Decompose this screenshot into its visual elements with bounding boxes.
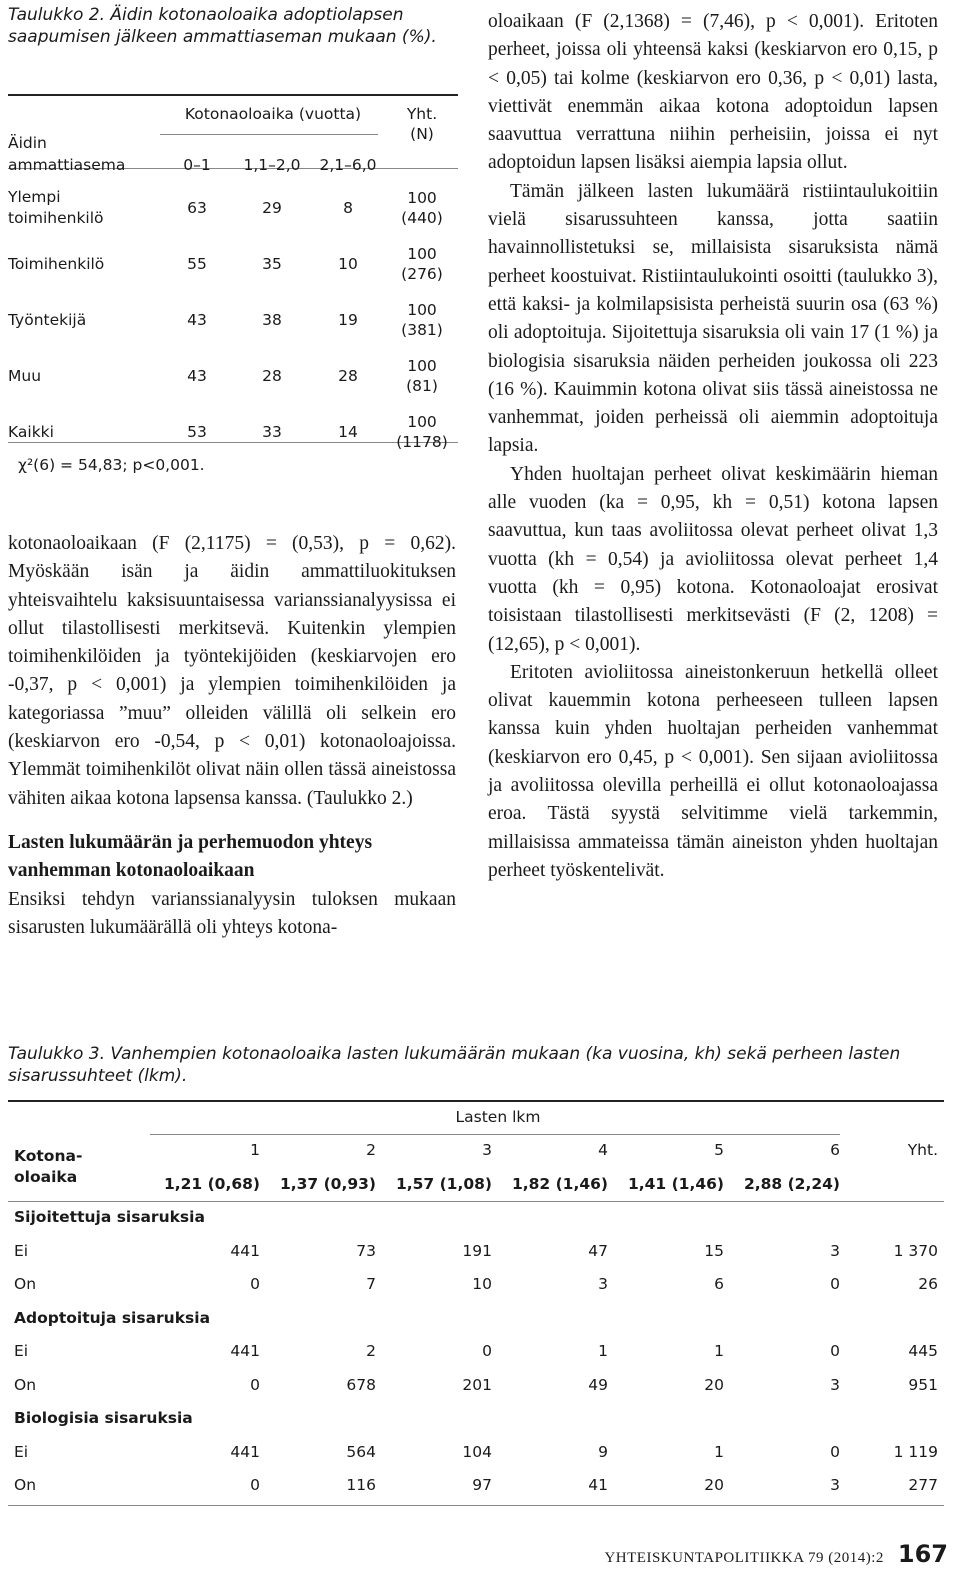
table-cell: 20 bbox=[704, 1476, 724, 1495]
table-cell: 441 bbox=[230, 1342, 260, 1361]
table-cell: 26 bbox=[918, 1275, 938, 1294]
table-cell: 63 bbox=[187, 199, 207, 217]
table-cell: 0 bbox=[830, 1275, 840, 1294]
table3-mean-cell: 1,82 (1,46) bbox=[511, 1174, 608, 1193]
table-row bbox=[8, 236, 456, 292]
table-cell: 3 bbox=[830, 1241, 840, 1260]
table2-row-label: Toimihenkilö bbox=[8, 255, 105, 273]
page-number: 167 bbox=[897, 1540, 948, 1568]
table3 bbox=[8, 1100, 944, 1502]
table-cell: 104 bbox=[462, 1442, 492, 1461]
total: 100 bbox=[407, 245, 437, 263]
table-cell: 41 bbox=[588, 1476, 608, 1495]
table2-corner-spacer bbox=[8, 96, 158, 132]
table3-col-header: 3 bbox=[482, 1141, 492, 1160]
table3-yht-header: Yht. bbox=[907, 1141, 938, 1160]
table-cell: 6 bbox=[714, 1275, 724, 1294]
table3-group-header: Lasten lkm bbox=[455, 1107, 541, 1126]
table-cell: 9 bbox=[598, 1442, 608, 1461]
table-cell: 43 bbox=[187, 311, 207, 329]
table-cell: 1 bbox=[714, 1342, 724, 1361]
right-paragraph-2: Tämän jälkeen lasten lukumäärä ristiintaulukoitiin vielä sisarussuhteen kanssa, jotta saatiin havainnollistetuksi se, millaisista sisaruksista nämä perheet koostuivat. Ristiintaulukointi osoitti (taulukko 3), että kaksi- ja kolmilapsisista perheistä suurin osa (63 %) oli adoptoituja. Sijoitettuja sisaruksia oli vain 17 (1 %) ja biologisia sisaruksia näiden perheiden joukossa oli 223 (16 %). Kauimmin kotona olivat siis tässä aineistossa ne vanhemmat, joiden perheissä oli aiemmin adoptoituja lapsia. bbox=[488, 180, 938, 457]
table-cell: 20 bbox=[704, 1375, 724, 1394]
table3-mean-cell: 1,37 (0,93) bbox=[279, 1174, 376, 1193]
table2-col-header: 1,1–2,0 bbox=[243, 156, 301, 174]
table-cell: 33 bbox=[262, 423, 282, 441]
row-label-line2: toimihenkilö bbox=[8, 209, 104, 227]
table3-col-header: 2 bbox=[366, 1141, 376, 1160]
n-count: (440) bbox=[401, 209, 443, 227]
row-label: On bbox=[14, 1275, 37, 1294]
left-paragraph-1: kotonaoloaikaan (F (2,1175) = (0,53), p = 0,62). Myöskään isän ja äidin ammattiluokituksen yhteisvaihtelu kaksisuuntaisessa varianssianalyysissa ei ollut tilastollisesti merkitsevä. Kuitenkin ylempien toimihenkilöiden ja työntekijöiden (keskiarvojen ero -0,37, p < 0,001) ja ylempien toimihenkilöiden ja kategoriassa ”muu” olleiden välillä oli selkein ero (keskiarvon ero -0,54, p < 0,01) kotonaoloajoissa. Ylemmät toimihenkilöt olivat näin ollen tässä aineistossa vähiten aikaa kotona lapsensa kanssa. (Taulukko 2.) bbox=[8, 533, 456, 809]
table-cell: 2 bbox=[366, 1342, 376, 1361]
right-paragraph-3: Yhden huoltajan perheet olivat keskimäärin hieman alle vuoden (ka = 0,95, kh = 0,51) kotona lapsen saavuttua, kun taas avoliitossa olevat perheet olivat 1,3 vuotta (kh = 0,54) ja avioliitossa olevat perheet 1,4 vuotta (kh = 0,95) kotona. Kotonaoloajat erosivat toisistaan tilastollisesti merkitsevästi (F (2, 1208) = (12,65), p < 0,001). bbox=[488, 463, 938, 655]
table3-row-header bbox=[8, 1134, 150, 1201]
table-cell: 29 bbox=[262, 199, 282, 217]
n-count: (1178) bbox=[396, 433, 448, 451]
table-cell: 28 bbox=[262, 367, 282, 385]
table3-section-title: Adoptoituja sisaruksia bbox=[14, 1308, 211, 1327]
table-cell: 14 bbox=[338, 423, 358, 441]
table2-yht-label: Yht. bbox=[406, 105, 438, 123]
table-cell: 73 bbox=[356, 1241, 376, 1260]
n-count: (276) bbox=[401, 265, 443, 283]
section-heading: Lasten lukumäärän ja perhemuodon yhteys vanhemman kotonaoloaikaan bbox=[8, 831, 373, 882]
table-cell: 951 bbox=[908, 1375, 938, 1394]
table3-col-header: 4 bbox=[598, 1141, 608, 1160]
table-cell: 1 bbox=[598, 1342, 608, 1361]
table2-note: χ²(6) = 54,83; p<0,001. bbox=[18, 456, 205, 474]
table-cell: 28 bbox=[338, 367, 358, 385]
table-cell: 1 370 bbox=[893, 1241, 938, 1260]
table-row bbox=[8, 1268, 944, 1302]
table-row bbox=[8, 348, 456, 404]
table-cell: 116 bbox=[346, 1476, 376, 1495]
table3-corner-spacer bbox=[8, 1100, 150, 1134]
table-cell: 1 bbox=[714, 1442, 724, 1461]
table2-col-header: 2,1–6,0 bbox=[319, 156, 377, 174]
table-cell: 445 bbox=[908, 1342, 938, 1361]
table-cell: 277 bbox=[908, 1476, 938, 1495]
table2-caption: Taulukko 2. Äidin kotonaoloaika adoptiolapsen saapumisen jälkeen ammattiaseman mukaan (%). bbox=[8, 5, 437, 47]
table2-row-header bbox=[8, 132, 158, 180]
table-cell: 53 bbox=[187, 423, 207, 441]
table3-col-header: 6 bbox=[830, 1141, 840, 1160]
table2-total-cell bbox=[388, 180, 456, 236]
table2-row-header-line1: Äidin bbox=[8, 134, 47, 152]
table-cell: 8 bbox=[343, 199, 353, 217]
table-cell: 201 bbox=[462, 1375, 492, 1394]
table3-row-header-line1: Kotona- bbox=[14, 1147, 83, 1165]
table3-row-header-line2: oloaika bbox=[14, 1168, 78, 1186]
table-cell: 0 bbox=[250, 1375, 260, 1394]
right-paragraph-1: oloaikaan (F (2,1368) = (7,46), p < 0,001). Eritoten perheet, joissa oli yhteensä kaksi (keskiarvon ero 0,15, p < 0,05) tai kolme (keskiarvon ero 0,36, p < 0,01) lasta, viettivät enemmän aikaa kotona adoptoidun lapsen saavuttua verrattuna niihin perheisiin, joissa ei nyt adoptoidun lapsen lisäksi aiempia lapsia ollut. bbox=[488, 11, 938, 174]
n-count: (81) bbox=[406, 377, 438, 395]
table-cell: 1 119 bbox=[893, 1442, 938, 1461]
table2-group-header: Kotonaoloaika (vuotta) bbox=[184, 105, 362, 123]
table-cell: 10 bbox=[338, 255, 358, 273]
table2-row-header-line2: ammattiasema bbox=[8, 156, 126, 174]
table-cell: 7 bbox=[366, 1275, 376, 1294]
table2-col-header: 0–1 bbox=[183, 156, 211, 174]
total: 100 bbox=[407, 189, 437, 207]
table-cell: 678 bbox=[346, 1375, 376, 1394]
row-label: Ei bbox=[14, 1342, 29, 1361]
right-paragraph-4: Eritoten avioliitossa aineistonkeruun hetkellä olleet olivat kauemmin kotona perheeseen tulleen lapsen kanssa kuin yhden huoltajan perheiden vanhemmat (keskiarvon ero 0,45, p < 0,001). Sen sijaan avioliitossa ja avoliitossa olevilla perheillä ei ollut kotonaoloajassa eroa. Tästä syystä selvitimme vielä tarkemmin, millaisissa ammateissa tämän aineiston yhden huoltajan perheet työskentelivät. bbox=[488, 661, 938, 881]
table-cell: 441 bbox=[230, 1241, 260, 1260]
left-paragraph-2: Ensiksi tehdyn varianssianalyysin tuloksen mukaan sisarusten lukumäärällä oli yhteys kotona- bbox=[8, 888, 456, 938]
table-cell: 191 bbox=[462, 1241, 492, 1260]
table-cell: 0 bbox=[250, 1476, 260, 1495]
table-cell: 38 bbox=[262, 311, 282, 329]
row-label: Ei bbox=[14, 1442, 29, 1461]
table3-corner-spacer bbox=[846, 1100, 944, 1134]
table-row bbox=[8, 404, 456, 460]
table-cell: 0 bbox=[830, 1342, 840, 1361]
table2-row-label bbox=[8, 180, 158, 236]
table2-yht-header bbox=[388, 96, 456, 180]
journal-name: YHTEISKUNTAPOLITIIKKA 79 (2014):2 bbox=[604, 1550, 884, 1566]
table3-mean-cell: 1,21 (0,68) bbox=[163, 1174, 260, 1193]
table-cell: 10 bbox=[472, 1275, 492, 1294]
row-label: Ei bbox=[14, 1241, 29, 1260]
table3-mean-cell: 2,88 (2,24) bbox=[743, 1174, 840, 1193]
table2 bbox=[8, 96, 456, 460]
table-cell: 3 bbox=[598, 1275, 608, 1294]
table2-n-label: (N) bbox=[410, 125, 434, 143]
total: 100 bbox=[407, 357, 437, 375]
table-cell: 47 bbox=[588, 1241, 608, 1260]
table-cell: 564 bbox=[346, 1442, 376, 1461]
table2-total-cell bbox=[388, 236, 456, 292]
table3-corner-spacer bbox=[846, 1167, 944, 1201]
total: 100 bbox=[407, 301, 437, 319]
table2-row-label: Kaikki bbox=[8, 423, 54, 441]
table3-section-title: Biologisia sisaruksia bbox=[14, 1409, 193, 1428]
page-footer bbox=[604, 1540, 948, 1568]
table-cell: 35 bbox=[262, 255, 282, 273]
table-cell: 0 bbox=[830, 1442, 840, 1461]
table2-total-cell bbox=[388, 292, 456, 348]
table3-col-header: 1 bbox=[250, 1141, 260, 1160]
table3-caption: Taulukko 3. Vanhempien kotonaoloaika lasten lukumäärän mukaan (ka vuosina, kh) sekä perheen lasten sisarussuhteet (lkm). bbox=[8, 1044, 901, 1086]
table-row bbox=[8, 1368, 944, 1402]
table-cell: 55 bbox=[187, 255, 207, 273]
total: 100 bbox=[407, 413, 437, 431]
table2-total-cell bbox=[388, 404, 456, 460]
row-label: On bbox=[14, 1476, 37, 1495]
table-row bbox=[8, 1469, 944, 1503]
table-row bbox=[8, 180, 456, 236]
table-cell: 49 bbox=[588, 1375, 608, 1394]
n-count: (381) bbox=[401, 321, 443, 339]
table-cell: 97 bbox=[472, 1476, 492, 1495]
right-column bbox=[488, 8, 938, 885]
table-row bbox=[8, 292, 456, 348]
table3-mean-cell: 1,57 (1,08) bbox=[395, 1174, 492, 1193]
table3-col-header: 5 bbox=[714, 1141, 724, 1160]
table2-total-cell bbox=[388, 348, 456, 404]
table-cell: 3 bbox=[830, 1375, 840, 1394]
row-label: On bbox=[14, 1375, 37, 1394]
table2-row-label: Työntekijä bbox=[8, 311, 87, 329]
table-cell: 15 bbox=[704, 1241, 724, 1260]
table3-bottom-rule bbox=[8, 1505, 944, 1506]
table-cell: 3 bbox=[830, 1476, 840, 1495]
table3-section-title: Sijoitettuja sisaruksia bbox=[14, 1208, 205, 1227]
table-cell: 0 bbox=[482, 1342, 492, 1361]
table3-mean-cell: 1,41 (1,46) bbox=[627, 1174, 724, 1193]
left-column bbox=[8, 530, 456, 942]
table-row bbox=[8, 1435, 944, 1469]
row-label-line1: Ylempi bbox=[8, 188, 61, 206]
table-cell: 441 bbox=[230, 1442, 260, 1461]
table-cell: 19 bbox=[338, 311, 358, 329]
table-row bbox=[8, 1234, 944, 1268]
table-cell: 43 bbox=[187, 367, 207, 385]
table2-row-label: Muu bbox=[8, 367, 42, 385]
table-row bbox=[8, 1335, 944, 1369]
table-cell: 0 bbox=[250, 1275, 260, 1294]
